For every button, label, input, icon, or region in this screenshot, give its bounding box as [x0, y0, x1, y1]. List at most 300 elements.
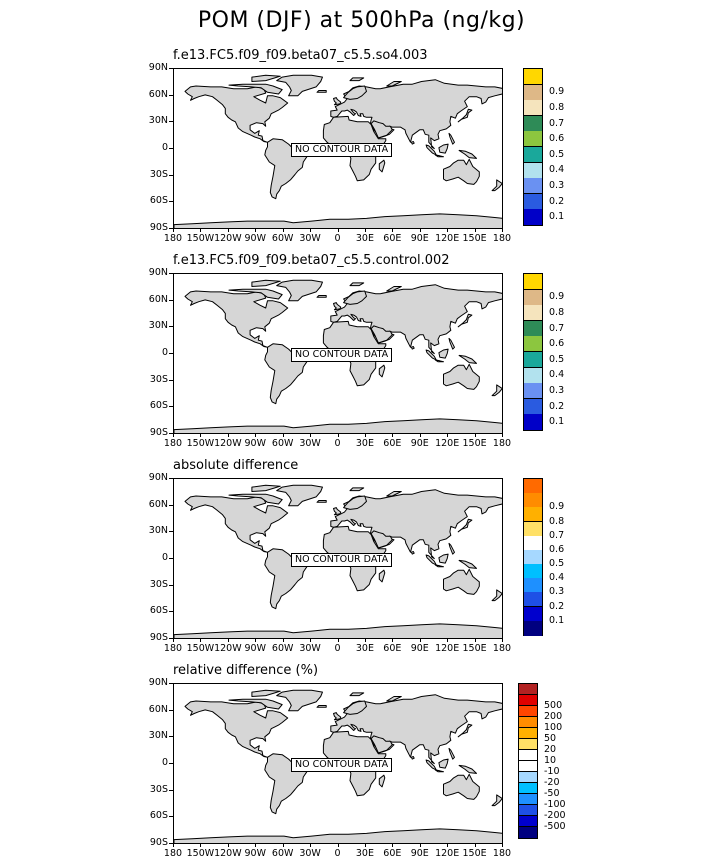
colorbar-label: 0.2	[549, 195, 565, 207]
y-tick-mark	[169, 380, 173, 381]
landmass-borneo	[439, 349, 448, 358]
colorbar-box	[519, 750, 537, 761]
x-tick-label: 180	[492, 848, 512, 859]
landmass-borneo	[439, 554, 448, 563]
x-tick-mark	[502, 229, 503, 232]
colorbar-label: 0.5	[549, 353, 565, 365]
landmass-antarctica	[174, 624, 503, 639]
colorbar-box	[524, 305, 542, 321]
colorbar-label: 0.2	[549, 400, 565, 412]
landmass-australia	[444, 159, 480, 184]
landmass-new-guinea	[459, 560, 476, 568]
colorbar-label: -200	[544, 810, 566, 821]
y-tick-mark	[169, 611, 173, 612]
colorbar-label: 20	[544, 744, 557, 755]
y-tick-mark	[169, 406, 173, 407]
x-tick-mark	[338, 434, 339, 437]
x-tick-label: 90E	[410, 848, 429, 859]
landmass-borneo	[439, 759, 448, 768]
colorbar-label: 0.1	[549, 416, 565, 428]
colorbar-label: 0.5	[549, 558, 565, 570]
landmass-north-america	[185, 496, 288, 552]
x-tick-label: 150W	[186, 438, 215, 449]
landmass-new-zealand	[492, 385, 502, 396]
y-tick-label: 60S	[149, 195, 168, 207]
landmass-new-zealand	[492, 180, 502, 191]
y-tick-mark	[169, 478, 173, 479]
landmass-greenland	[277, 690, 323, 711]
x-tick-label: 30E	[355, 233, 374, 244]
panel-title: absolute difference	[173, 458, 299, 473]
colorbar-box	[524, 479, 542, 494]
landmass-greenland	[277, 280, 323, 301]
x-tick-label: 60E	[383, 643, 402, 654]
x-tick-mark	[475, 229, 476, 232]
landmass-great-britain	[334, 508, 341, 515]
y-tick-label: 30N	[148, 115, 168, 127]
x-tick-label: 150E	[462, 848, 487, 859]
x-tick-mark	[392, 844, 393, 847]
landmass-new-guinea	[459, 765, 476, 773]
x-tick-label: 180	[163, 848, 183, 859]
landmass-iceland	[317, 296, 326, 298]
x-tick-mark	[310, 229, 311, 232]
landmass-antarctica	[174, 829, 503, 844]
colorbar-box	[519, 728, 537, 739]
x-tick-label: 60E	[383, 438, 402, 449]
x-tick-mark	[283, 229, 284, 232]
x-tick-label: 180	[163, 233, 183, 244]
landmass-ellesmere	[252, 75, 280, 81]
y-tick-label: 90S	[149, 632, 168, 643]
y-tick-label: 90S	[149, 427, 168, 438]
colorbar-label: -50	[544, 788, 560, 799]
x-tick-label: 150E	[462, 438, 487, 449]
colorbar-box	[524, 69, 542, 85]
colorbar-label: 0.2	[549, 600, 565, 612]
x-tick-mark	[502, 434, 503, 437]
y-tick-mark	[169, 736, 173, 737]
x-tick-mark	[475, 639, 476, 642]
x-tick-mark	[447, 434, 448, 437]
landmass-java	[435, 155, 443, 157]
y-tick-label: 60N	[148, 88, 168, 100]
y-tick-mark	[169, 763, 173, 764]
y-tick-label: 60N	[148, 703, 168, 715]
x-tick-mark	[502, 639, 503, 642]
x-tick-label: 150W	[186, 848, 215, 859]
colorbar-label: 500	[544, 700, 563, 711]
x-tick-mark	[392, 639, 393, 642]
colorbar	[523, 478, 543, 636]
y-tick-mark	[169, 531, 173, 532]
x-tick-mark	[283, 844, 284, 847]
x-tick-label: 90W	[244, 848, 266, 859]
no-contour-label: NO CONTOUR DATA	[291, 758, 392, 772]
colorbar-label: 0.9	[549, 86, 565, 98]
x-tick-mark	[502, 844, 503, 847]
landmass-philippines	[449, 748, 455, 759]
x-tick-mark	[420, 844, 421, 847]
colorbar-label: 0.3	[549, 586, 565, 598]
colorbar	[523, 68, 543, 226]
x-tick-mark	[255, 229, 256, 232]
colorbar-label: 0.6	[549, 338, 565, 350]
landmass-new-zealand	[492, 590, 502, 601]
map-panel	[173, 478, 503, 639]
y-tick-mark	[169, 121, 173, 122]
x-tick-label: 180	[163, 643, 183, 654]
colorbar-box	[519, 695, 537, 706]
x-tick-label: 30W	[299, 438, 321, 449]
y-tick-label: 60S	[149, 810, 168, 822]
x-tick-mark	[310, 844, 311, 847]
landmass-greenland	[277, 75, 323, 96]
landmass-ellesmere	[252, 485, 280, 491]
colorbar-box	[524, 383, 542, 399]
x-tick-label: 60W	[271, 233, 294, 244]
x-tick-label: 120W	[214, 643, 242, 654]
landmass-iceland	[317, 91, 326, 93]
landmass-great-britain	[334, 98, 341, 105]
colorbar-box	[524, 522, 542, 537]
y-tick-label: 60N	[148, 293, 168, 305]
x-tick-mark	[420, 229, 421, 232]
y-tick-label: 60S	[149, 605, 168, 617]
x-tick-mark	[392, 229, 393, 232]
landmass-madagascar	[379, 570, 385, 582]
x-tick-mark	[310, 639, 311, 642]
colorbar-box	[524, 147, 542, 163]
y-tick-mark	[169, 710, 173, 711]
colorbar-box	[519, 739, 537, 750]
y-tick-mark	[169, 175, 173, 176]
y-tick-label: 30N	[148, 320, 168, 332]
x-tick-mark	[338, 229, 339, 232]
colorbar-label: 100	[544, 722, 563, 733]
colorbar-box	[524, 607, 542, 622]
x-tick-mark	[200, 844, 201, 847]
landmass-australia	[444, 364, 480, 389]
y-tick-label: 30N	[148, 730, 168, 742]
colorbar-label: 0.6	[549, 543, 565, 555]
landmass-svalbard	[350, 488, 364, 491]
x-tick-label: 30W	[299, 643, 321, 654]
x-tick-label: 90W	[244, 643, 266, 654]
colorbar-label: 0.8	[549, 102, 565, 113]
x-tick-label: 30E	[355, 848, 374, 859]
landmass-ellesmere	[252, 690, 280, 696]
colorbar-label: 0.1	[549, 211, 565, 223]
x-tick-label: 30W	[299, 233, 321, 244]
panel-title: f.e13.FC5.f09_f09.beta07_c5.5.control.002	[173, 253, 450, 268]
landmass-new-guinea	[459, 355, 476, 363]
x-tick-label: 180	[163, 438, 183, 449]
x-tick-label: 0	[334, 233, 341, 244]
figure-title: POM (DJF) at 500hPa (ng/kg)	[197, 8, 526, 33]
colorbar-box	[519, 706, 537, 717]
y-tick-mark	[169, 558, 173, 559]
y-tick-label: 90N	[148, 472, 168, 483]
x-tick-label: 120W	[214, 438, 242, 449]
x-tick-label: 60W	[271, 643, 294, 654]
y-tick-label: 90N	[148, 677, 168, 688]
colorbar-label: 0.5	[549, 148, 565, 160]
landmass-borneo	[439, 144, 448, 153]
y-tick-mark	[169, 816, 173, 817]
landmass-australia	[444, 774, 480, 799]
colorbar-box	[524, 274, 542, 290]
landmass-new-zealand	[492, 795, 502, 806]
y-tick-label: 90N	[148, 62, 168, 73]
colorbar-box	[519, 816, 537, 827]
landmass-sri-lanka	[411, 142, 414, 145]
landmass-greenland	[277, 485, 323, 506]
landmass-svalbard	[350, 78, 364, 81]
y-tick-mark	[169, 790, 173, 791]
colorbar-box	[524, 564, 542, 579]
colorbar-box	[519, 783, 537, 794]
x-tick-label: 0	[334, 643, 341, 654]
y-tick-mark	[169, 326, 173, 327]
x-tick-mark	[255, 844, 256, 847]
colorbar-label: 0.9	[549, 501, 565, 513]
x-tick-mark	[255, 434, 256, 437]
x-tick-label: 60W	[271, 438, 294, 449]
x-tick-mark	[255, 639, 256, 642]
y-tick-mark	[169, 95, 173, 96]
x-tick-label: 60W	[271, 848, 294, 859]
x-tick-mark	[365, 229, 366, 232]
y-tick-label: 30N	[148, 525, 168, 537]
y-tick-label: 60N	[148, 498, 168, 510]
colorbar-box	[524, 592, 542, 607]
colorbar-box	[524, 336, 542, 352]
landmass-madagascar	[379, 365, 385, 377]
landmass-java	[435, 565, 443, 567]
x-tick-mark	[200, 639, 201, 642]
landmass-north-america	[185, 701, 288, 757]
x-tick-mark	[365, 639, 366, 642]
colorbar-box	[524, 507, 542, 522]
colorbar-box	[519, 827, 537, 838]
colorbar-box	[519, 684, 537, 695]
x-tick-label: 30E	[355, 438, 374, 449]
x-tick-mark	[447, 844, 448, 847]
y-tick-label: 30S	[149, 783, 168, 795]
y-tick-label: 60S	[149, 400, 168, 412]
no-contour-label: NO CONTOUR DATA	[291, 553, 392, 567]
landmass-great-britain	[334, 303, 341, 310]
map-panel	[173, 273, 503, 434]
colorbar	[518, 683, 538, 839]
y-tick-label: 0	[161, 552, 168, 563]
landmass-north-america	[185, 291, 288, 347]
landmass-java	[435, 360, 443, 362]
map-panel	[173, 683, 503, 844]
landmass-philippines	[449, 543, 455, 554]
y-tick-mark	[169, 505, 173, 506]
colorbar-box	[524, 321, 542, 337]
y-tick-label: 0	[161, 347, 168, 358]
x-tick-label: 120E	[435, 848, 460, 859]
colorbar-box	[524, 194, 542, 210]
x-tick-mark	[365, 844, 366, 847]
y-tick-mark	[169, 273, 173, 274]
colorbar-label: 0.4	[549, 572, 565, 584]
colorbar-label: 200	[544, 711, 563, 722]
colorbar-box	[524, 414, 542, 430]
colorbar-box	[524, 536, 542, 551]
landmass-iceland	[317, 706, 326, 708]
x-tick-label: 60E	[383, 233, 402, 244]
x-tick-mark	[173, 639, 174, 642]
x-tick-mark	[228, 639, 229, 642]
landmass-sri-lanka	[411, 347, 414, 350]
x-tick-label: 120W	[214, 233, 242, 244]
colorbar-box	[519, 805, 537, 816]
y-tick-label: 90S	[149, 837, 168, 848]
colorbar-label: 0.6	[549, 133, 565, 145]
x-tick-label: 30W	[299, 848, 321, 859]
colorbar-label: 0.8	[549, 515, 565, 527]
landmass-madagascar	[379, 775, 385, 787]
x-tick-mark	[228, 229, 229, 232]
x-tick-mark	[228, 844, 229, 847]
y-tick-label: 30S	[149, 578, 168, 590]
x-tick-label: 180	[492, 233, 512, 244]
colorbar-label: 0.7	[549, 529, 565, 541]
colorbar-box	[524, 399, 542, 415]
colorbar-box	[524, 621, 542, 636]
x-tick-label: 90W	[244, 438, 266, 449]
y-tick-mark	[169, 300, 173, 301]
colorbar-box	[524, 116, 542, 132]
x-tick-mark	[200, 229, 201, 232]
x-tick-mark	[283, 434, 284, 437]
colorbar-box	[524, 209, 542, 225]
x-tick-mark	[365, 434, 366, 437]
colorbar-label: 0.7	[549, 117, 565, 129]
landmass-australia	[444, 569, 480, 594]
colorbar-box	[519, 761, 537, 772]
y-tick-mark	[169, 148, 173, 149]
colorbar-box	[519, 717, 537, 728]
panel-title: f.e13.FC5.f09_f09.beta07_c5.5.so4.003	[173, 48, 428, 63]
x-tick-label: 150W	[186, 643, 215, 654]
landmass-antarctica	[174, 419, 503, 434]
colorbar-label: 10	[544, 755, 557, 766]
colorbar-box	[524, 178, 542, 194]
x-tick-mark	[200, 434, 201, 437]
colorbar-box	[524, 100, 542, 116]
colorbar-box	[524, 290, 542, 306]
y-tick-label: 0	[161, 142, 168, 153]
landmass-philippines	[449, 133, 455, 144]
landmass-svalbard	[350, 693, 364, 696]
colorbar-box	[524, 352, 542, 368]
colorbar-label: 0.4	[549, 369, 565, 381]
no-contour-label: NO CONTOUR DATA	[291, 143, 392, 157]
colorbar-label: -10	[544, 766, 560, 777]
x-tick-label: 180	[492, 438, 512, 449]
x-tick-label: 180	[492, 643, 512, 654]
landmass-sri-lanka	[411, 552, 414, 555]
x-tick-mark	[173, 434, 174, 437]
landmass-north-america	[185, 86, 288, 142]
x-tick-mark	[283, 639, 284, 642]
x-tick-label: 150W	[186, 233, 215, 244]
x-tick-label: 120E	[435, 643, 460, 654]
x-tick-mark	[392, 434, 393, 437]
landmass-madagascar	[379, 160, 385, 172]
landmass-great-britain	[334, 713, 341, 720]
y-tick-label: 30S	[149, 373, 168, 385]
landmass-new-guinea	[459, 150, 476, 158]
colorbar	[523, 273, 543, 431]
colorbar-label: 0.1	[549, 614, 565, 626]
landmass-svalbard	[350, 283, 364, 286]
x-tick-label: 90E	[410, 643, 429, 654]
colorbar-box	[524, 163, 542, 179]
y-tick-label: 90N	[148, 267, 168, 278]
x-tick-label: 150E	[462, 233, 487, 244]
x-tick-mark	[475, 434, 476, 437]
y-tick-mark	[169, 68, 173, 69]
y-tick-mark	[169, 353, 173, 354]
x-tick-mark	[338, 844, 339, 847]
y-tick-label: 30S	[149, 168, 168, 180]
colorbar-box	[524, 131, 542, 147]
x-tick-mark	[420, 434, 421, 437]
x-tick-mark	[173, 229, 174, 232]
y-tick-label: 0	[161, 757, 168, 768]
x-tick-label: 0	[334, 438, 341, 449]
x-tick-label: 120E	[435, 438, 460, 449]
colorbar-label: 0.3	[549, 180, 565, 191]
x-tick-mark	[447, 639, 448, 642]
landmass-antarctica	[174, 214, 503, 229]
y-tick-label: 90S	[149, 222, 168, 233]
x-tick-label: 90E	[410, 233, 429, 244]
y-tick-mark	[169, 585, 173, 586]
colorbar-box	[519, 794, 537, 805]
colorbar-label: 0.8	[549, 307, 565, 318]
landmass-philippines	[449, 338, 455, 349]
x-tick-mark	[475, 844, 476, 847]
map-panel	[173, 68, 503, 229]
colorbar-label: -100	[544, 799, 566, 810]
colorbar-label: 0.4	[549, 164, 565, 176]
colorbar-label: 0.3	[549, 385, 565, 396]
landmass-ellesmere	[252, 280, 280, 286]
colorbar-label: -500	[544, 821, 566, 832]
x-tick-label: 0	[334, 848, 341, 859]
no-contour-label: NO CONTOUR DATA	[291, 348, 392, 362]
colorbar-box	[519, 772, 537, 783]
y-tick-mark	[169, 201, 173, 202]
colorbar-box	[524, 368, 542, 384]
x-tick-label: 90E	[410, 438, 429, 449]
x-tick-mark	[310, 434, 311, 437]
colorbar-box	[524, 550, 542, 565]
colorbar-box	[524, 578, 542, 593]
y-tick-mark	[169, 683, 173, 684]
x-tick-mark	[173, 844, 174, 847]
x-tick-mark	[338, 639, 339, 642]
colorbar-label: 50	[544, 733, 557, 744]
colorbar-box	[524, 85, 542, 101]
